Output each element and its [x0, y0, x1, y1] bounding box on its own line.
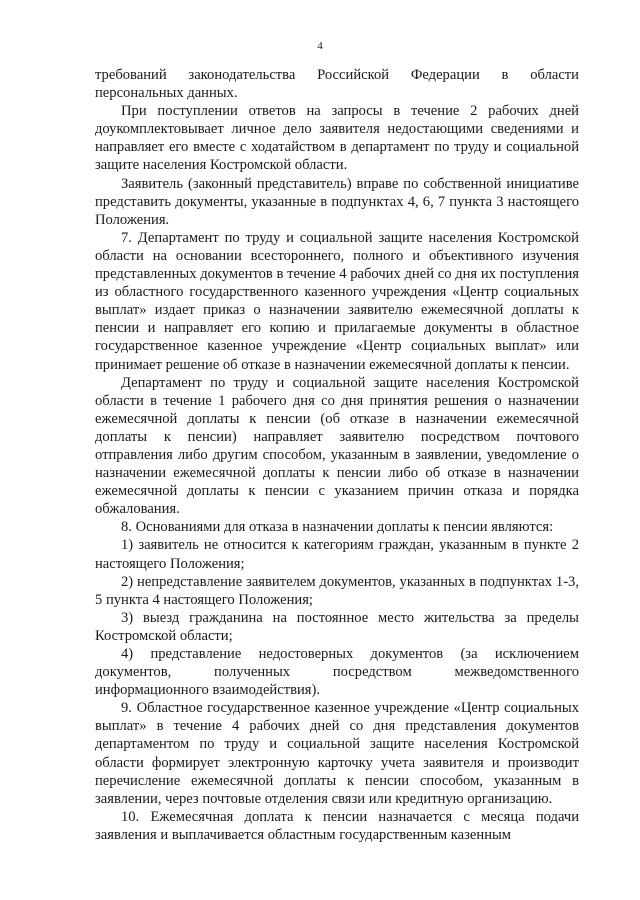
paragraph-section-7: 7. Департамент по труду и социальной защите населения Костромской области на основании всестороннего, полного и объективного изучения представленных документов в течение 4 рабочих дней со дня их поступления из областного государственного казенного учреждения «Центр социальных выплат» издает приказ о назначении заявителю ежемесячной доплаты к пенсии и направляет его копию и прилагаемые документы в областное государственное казенное учреждение «Центр социальных выплат» или принимает решение об отказе в назначении ежемесячной доплаты к пенсии.	[95, 229, 579, 373]
paragraph-notification: Департамент по труду и социальной защите населения Костромской области в течение 1 рабочего дня со дня принятия решения о назначении ежемесячной доплаты к пенсии (об отказе в назначении ежемесячной доплаты к пенсии) направляет заявителю посредством почтового отправления либо другим способом, указанным в заявлении, уведомление о назначении ежемесячной доплаты к пенсии либо об отказе в назначении ежемесячной доплаты к пенсии с указанием причин отказа и порядка обжалования.	[95, 374, 579, 518]
paragraph-section-10: 10. Ежемесячная доплата к пенсии назначается с месяца подачи заявления и выплачивается областным государственным казенным	[95, 808, 579, 843]
paragraph-section-9: 9. Областное государственное казенное учреждение «Центр социальных выплат» в течение 4 рабочих дней со дня представления документов департаментом по труду и социальной защите населения Костромской области формирует электронную карточку учета заявителя и производит перечисление ежемесячной доплаты к пенсии способом, указанным в заявлении, через почтовые отделения связи или кредитную организацию.	[95, 700, 579, 807]
list-item-2: 2) непредставление заявителем документов, указанных в подпунктах 1-3, 5 пункта 4 настоящего Положения;	[95, 573, 579, 608]
paragraph-responses: При поступлении ответов на запросы в течение 2 рабочих дней доукомплектовывает личное дело заявителя недостающими сведениями и направляет его вместе с ходатайством в департамент по труду и социальной защите населения Костромской области.	[95, 103, 579, 174]
list-item-1: 1) заявитель не относится к категориям граждан, указанным в пункте 2 настоящего Положения;	[95, 537, 579, 572]
list-item-4: 4) представление недостоверных документов (за исключением документов, полученных посредством межведомственного информационного взаимодействия).	[95, 646, 579, 699]
page-number: 4	[317, 40, 323, 52]
list-item-3: 3) выезд гражданина на постоянное место жительства за пределы Костромской области;	[95, 609, 579, 644]
paragraph-applicant-right: Заявитель (законный представитель) вправе по собственной инициативе представить документы, указанные в подпунктах 4, 6, 7 пункта 3 настоящего Положения.	[95, 175, 579, 228]
paragraph-continuation: требований законодательства Российской Федерации в области персональных данных.	[95, 67, 579, 102]
document-body	[95, 66, 579, 844]
paragraph-section-8: 8. Основаниями для отказа в назначении доплаты к пенсии являются:	[121, 519, 554, 536]
